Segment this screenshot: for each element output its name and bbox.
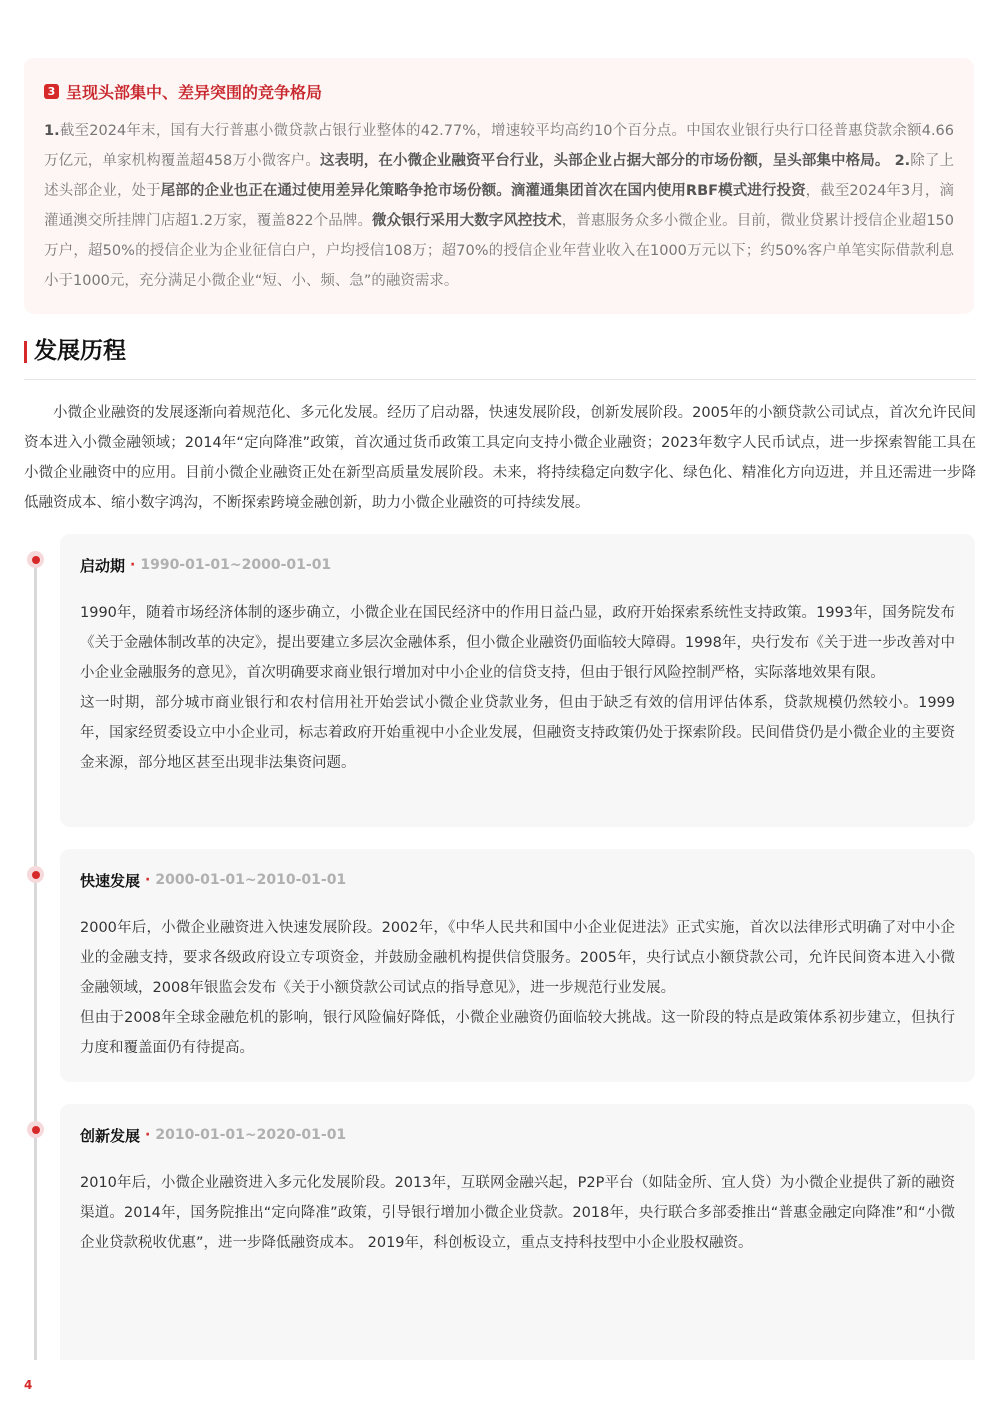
- competition-header: [44, 78, 954, 104]
- stage-separator: ·: [130, 557, 136, 573]
- stage-separator: ·: [145, 1127, 151, 1143]
- stage-paragraph: 这一时期，部分城市商业银行和农村信用社开始尝试小微企业贷款业务，但由于缺乏有效的信用评估体系，贷款规模仍然较小。1999年，国家经贸委设立中小企业司，标志着政府开始重视中小企业发展，但融资支持政策仍处于探索阶段。民间借贷仍是小微企业的主要资金来源，部分地区甚至出现非法集资问题。: [80, 695, 955, 771]
- competition-text-4: ，普惠服务众多小微企业。目前，微业贷累计授信企业超150万户，超50%的授信企业为企业征信白户，户均授信108万；超70%的授信企业年营业收入在1000万元以下；约50%客户单笔实际借款利息小于1000元，充分满足小微企业“短、小、频、急”的融资需求。: [44, 213, 954, 289]
- competition-text-2: 除了上述头部企业，处于: [44, 153, 954, 199]
- page-number: 4: [24, 1378, 33, 1392]
- history-title: 发展历程: [34, 338, 126, 364]
- stage-paragraph: 2010年后，小微企业融资进入多元化发展阶段。2013年，互联网金融兴起，P2P平台（如陆金所、宜人贷）为小微企业提供了新的融资渠道。2014年，国务院推出“定向降准”政策，引导银行增加小微企业贷款。2018年，央行联合多部委推出“普惠金融定向降准”和“小微企业贷款税收优惠”，进一步降低融资成本。 2019年，科创板设立，重点支持科技型中小企业股权融资。: [80, 1175, 955, 1251]
- section-number-badge: 3: [44, 84, 59, 99]
- timeline-dot: [27, 1121, 44, 1138]
- stage-title: 启动期: [80, 556, 126, 575]
- stage-title: 快速发展: [80, 871, 141, 890]
- timeline-dot: [27, 551, 44, 568]
- competition-body: [44, 116, 954, 296]
- stage-title: 创新发展: [80, 1126, 141, 1145]
- point-2-label: 2.: [889, 153, 911, 169]
- competition-text-3: ，截至2024年3月，滴灌通澳交所挂牌门店超1.2万家，覆盖822个品牌。: [44, 183, 954, 229]
- competition-title: 呈现头部集中、差异突围的竞争格局: [66, 82, 323, 102]
- stage-card-innovation: [60, 1104, 975, 1360]
- stage-header: [80, 1122, 955, 1148]
- competition-highlight-1: 这表明，在小微企业融资平台行业，头部企业占据大部分的市场份额，呈头部集中格局。: [320, 153, 890, 169]
- stage-header: [80, 552, 955, 578]
- stage-paragraph: 2000年后，小微企业融资进入快速发展阶段。2002年，《中华人民共和国中小企业促进法》正式实施，首次以法律形式明确了对中小企业的金融支持，要求各级政府设立专项资金，并鼓励金融机构提供信贷服务。2005年，央行试点小额贷款公司，允许民间资本进入小微金融领域，2008年银监会发布《关于小额贷款公司试点的指导意见》，进一步规范行业发展。: [80, 920, 955, 996]
- stage-card-startup: [60, 534, 975, 827]
- stage-body: [80, 913, 955, 1063]
- stage-header: [80, 867, 955, 893]
- heading-accent-bar: [24, 341, 27, 363]
- competition-text-1: 截至2024年末，国有大行普惠小微贷款占银行业整体的42.77%，增速较平均高约10个百分点。中国农业银行央行口径普惠贷款余额4.66万亿元，单家机构覆盖超458万小微客户。: [44, 123, 954, 169]
- stage-date-range: 1990-01-01~2000-01-01: [140, 557, 332, 573]
- stage-date-range: 2000-01-01~2010-01-01: [155, 872, 347, 888]
- point-1-label: 1.: [44, 123, 60, 139]
- stage-paragraph: 但由于2008年全球金融危机的影响，银行风险偏好降低，小微企业融资仍面临较大挑战。这一阶段的特点是政策体系初步建立，但执行力度和覆盖面仍有待提高。: [80, 1010, 955, 1056]
- competition-section: [24, 58, 974, 314]
- stage-date-range: 2010-01-01~2020-01-01: [155, 1127, 347, 1143]
- history-heading: [24, 336, 976, 380]
- timeline-line: [34, 560, 37, 1360]
- stage-body: [80, 598, 955, 778]
- competition-highlight-3: 微众银行采用大数字风控技术: [372, 213, 562, 229]
- stage-separator: ·: [145, 872, 151, 888]
- timeline-dot: [27, 866, 44, 883]
- stage-body: [80, 1168, 955, 1258]
- history-intro: 小微企业融资的发展逐渐向着规范化、多元化发展。经历了启动器，快速发展阶段，创新发展阶段。2005年的小额贷款公司试点，首次允许民间资本进入小微金融领域；2014年“定向降准”政策，首次通过货币政策工具定向支持小微企业融资；2023年数字人民币试点，进一步探索智能工具在小微企业融资中的应用。目前小微企业融资正处在新型高质量发展阶段。未来，将持续稳定向数字化、绿色化、精准化方向迈进，并且还需进一步降低融资成本、缩小数字鸿沟，不断探索跨境金融创新，助力小微企业融资的可持续发展。: [24, 405, 976, 511]
- stage-paragraph: 1990年，随着市场经济体制的逐步确立，小微企业在国民经济中的作用日益凸显，政府开始探索系统性支持政策。1993年，国务院发布《关于金融体制改革的决定》，提出要建立多层次金融体系，但小微企业融资仍面临较大障碍。1998年，央行发布《关于进一步改善对中小企业金融服务的意见》，首次明确要求商业银行增加对中小企业的信贷支持，但由于银行风险控制严格，实际落地效果有限。: [80, 605, 955, 681]
- competition-highlight-2: 尾部的企业也正在通过使用差异化策略争抢市场份额。滴灌通集团首次在国内使用RBF模式进行投资: [160, 183, 806, 199]
- stage-card-rapid: [60, 849, 975, 1082]
